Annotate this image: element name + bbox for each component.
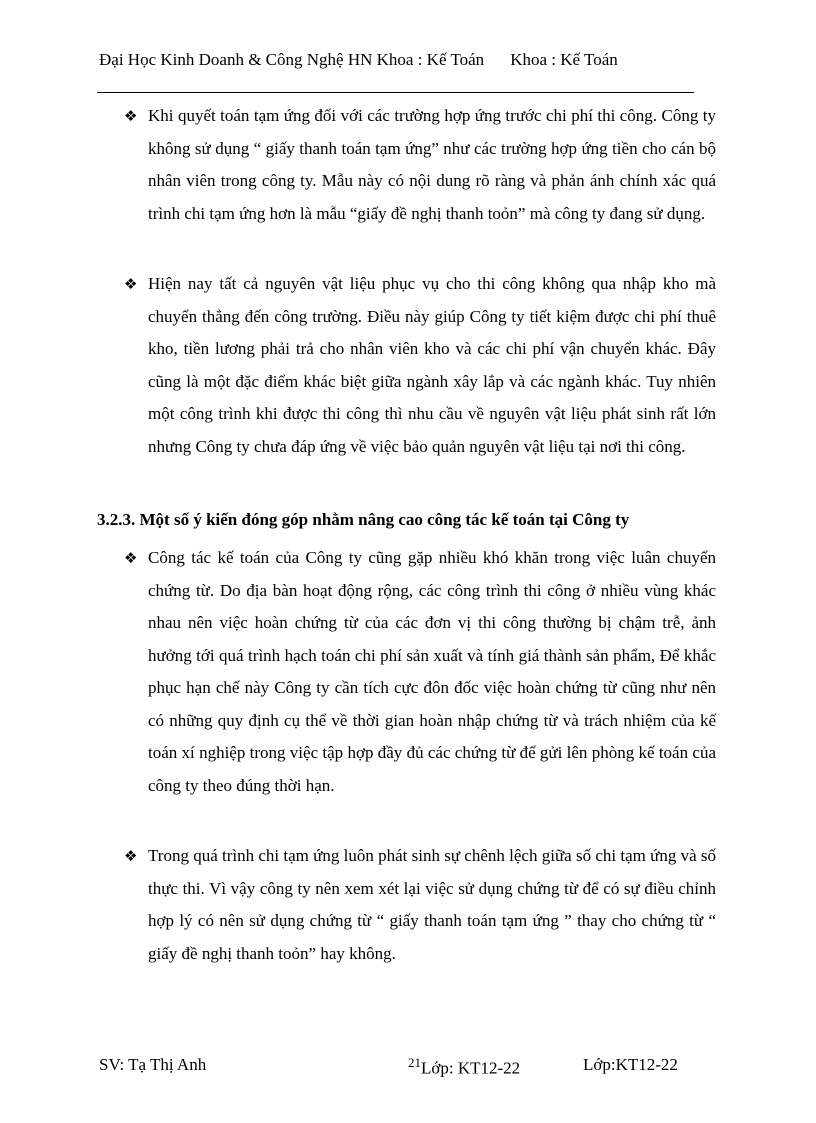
diamond-bullet-icon: ❖: [124, 847, 138, 865]
footer-class-2: Lớp:KT12-22: [583, 1055, 678, 1074]
header-left-text: Đại Học Kinh Doanh & Công Nghệ HN Khoa : Kế Toán: [99, 50, 485, 69]
bullet-item: [124, 100, 716, 230]
footer-page-class: [408, 1055, 520, 1079]
bullet-item: [124, 840, 716, 970]
bullet-item: [124, 268, 716, 463]
section-heading: 3.2.3. Một số ý kiến đóng góp nhằm nâng cao công tác kế toán tại Công ty: [97, 510, 630, 529]
header-divider: [97, 92, 694, 93]
diamond-bullet-icon: ❖: [124, 107, 138, 125]
footer-student: SV: Tạ Thị Anh: [99, 1055, 207, 1074]
diamond-bullet-icon: ❖: [124, 549, 138, 567]
bullet-text: Khi quyết toán tạm ứng đối với các trường hợp ứng trước chi phí thi công. Công ty không sử dụng “ giấy thanh toán tạm ứng” như các trường hợp ứng tiền cho cán bộ nhân viên trong công ty. Mẫu này có nội dung rõ ràng và phản ánh chính xác quá trình chi tạm ứng hơn là mẫu “giấy đề nghị thanh toỏn” mà công ty đang sử dụng.: [148, 106, 716, 223]
header-right-text: Khoa : Kế Toán: [510, 50, 618, 69]
diamond-bullet-icon: ❖: [124, 275, 138, 293]
footer-class-1: Lớp: KT12-22: [421, 1058, 521, 1078]
bullet-item: [124, 542, 716, 802]
bullet-text: Công tác kế toán của Công ty cũng gặp nhiều khó khăn trong việc luân chuyển chứng từ. Do địa bàn hoạt động rộng, các công trình thi công ở nhiều vùng khác nhau nên việc hoàn chứng từ của các đơn vị thi công thường bị chậm trễ, ảnh hưởng tới quá trình hạch toán chi phí sản xuất và tính giá thành sản phẩm, Để khắc phục hạn chế này Công ty cần tích cực đôn đốc việc hoàn chứng từ cũng như nên có những quy định cụ thể về thời gian hoàn nhập chứng từ và trách nhiệm của kế toán xí nghiệp trong việc tập hợp đầy đủ các chứng từ để gửi lên phòng kế toán của công ty theo đúng thời hạn.: [148, 548, 716, 795]
bullet-text: Hiện nay tất cả nguyên vật liệu phục vụ cho thi công không qua nhập kho mà chuyển thẳng đến công trường. Điều này giúp Công ty tiết kiệm được chi phí thuê kho, tiền lương phải trả cho nhân viên kho và các chi phí vận chuyển khác. Đây cũng là một đặc điểm khác biệt giữa ngành xây lắp và các ngành khác. Tuy nhiên một công trình khi được thi công thì nhu cầu về nguyên vật liệu phát sinh rất lớn nhưng Công ty chưa đáp ứng về việc bảo quản nguyên vật liệu tại nơi thi công.: [148, 274, 716, 456]
page-number: 21: [408, 1055, 421, 1070]
page-header: [99, 50, 699, 70]
bullet-text: Trong quá trình chi tạm ứng luôn phát sinh sự chênh lệch giữa số chi tạm ứng và số thực thi. Vì vậy công ty nên xem xét lại việc sử dụng chứng từ để có sự điều chỉnh hợp lý có nên sử dụng chứng từ “ giấy thanh toán tạm ứng ” thay cho chứng từ “ giấy đề nghị thanh toỏn” hay không.: [148, 846, 716, 963]
